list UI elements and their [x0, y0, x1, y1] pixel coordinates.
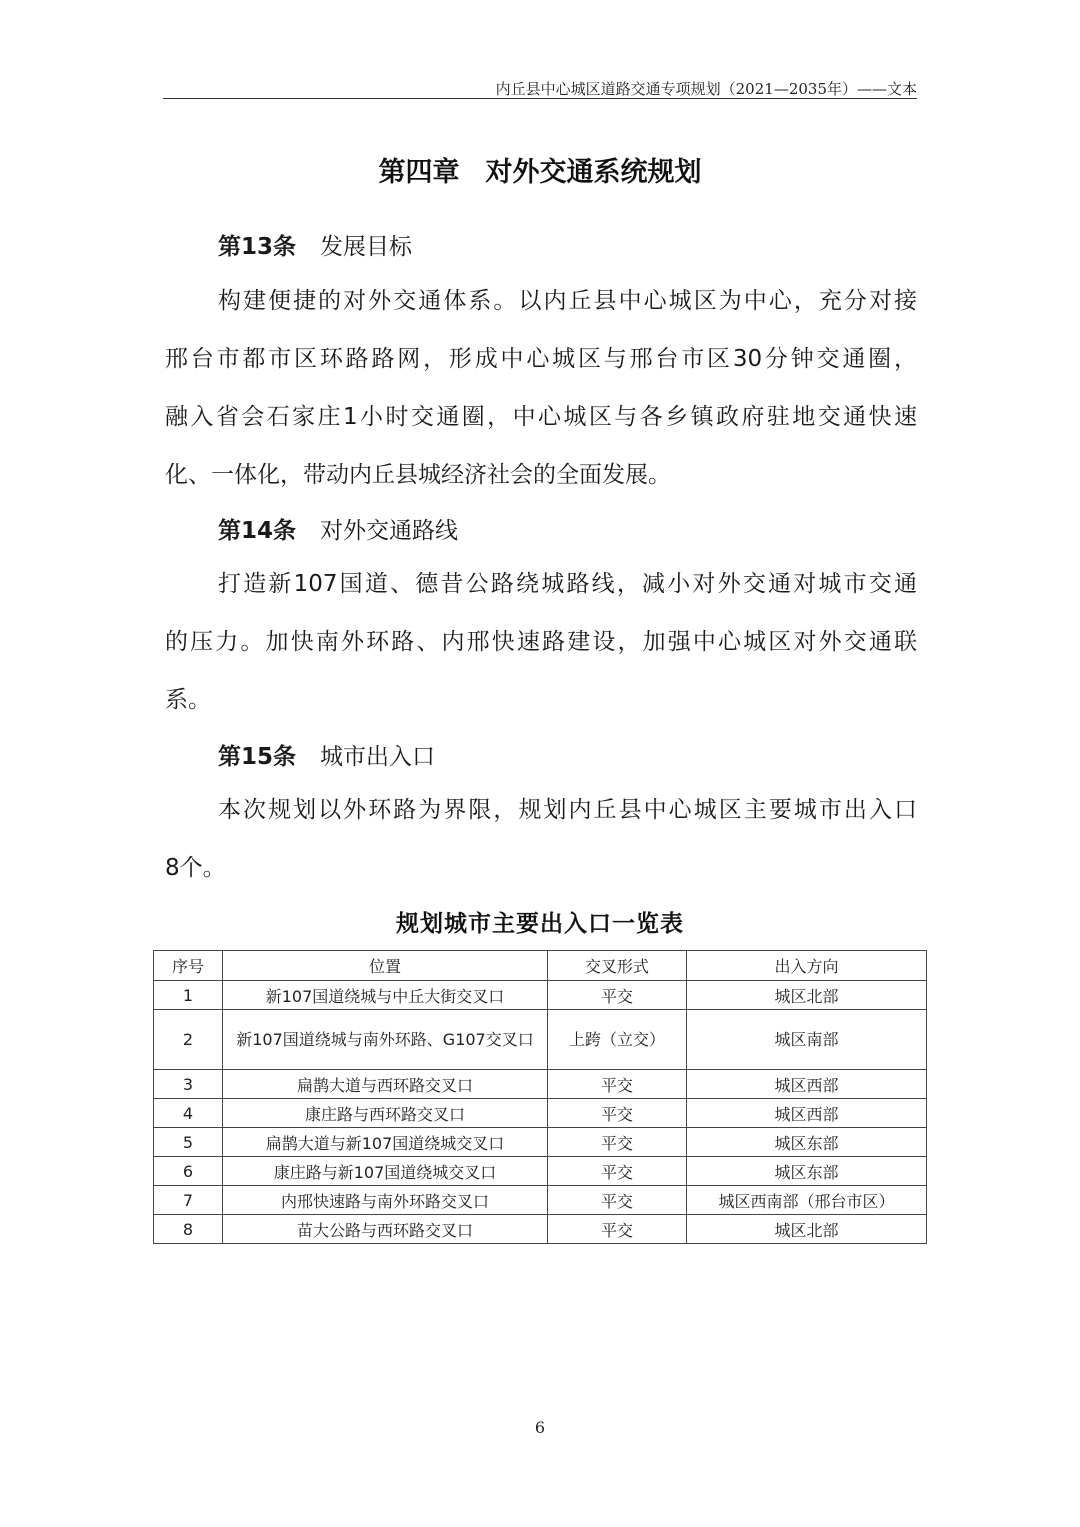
cell-type: 平交 [548, 1157, 687, 1186]
table-row [154, 1070, 927, 1099]
header-type: 交叉形式 [548, 951, 687, 981]
article-number: 第13条 [218, 234, 297, 260]
cell-type: 平交 [548, 981, 687, 1010]
header-seq: 序号 [154, 951, 223, 981]
header-direction: 出入方向 [687, 951, 927, 981]
article-heading-15 [218, 738, 435, 771]
cell-type: 平交 [548, 1186, 687, 1215]
paragraph-line: 8个。 [165, 855, 226, 881]
table-row [154, 1010, 927, 1070]
cell-location: 扁鹊大道与西环路交叉口 [223, 1070, 548, 1099]
article-14-body [165, 555, 917, 729]
table-row [154, 1128, 927, 1157]
paragraph-line: 的压力。加快南外环路、内邢快速路建设，加强中心城区对外交通联 [165, 629, 917, 655]
table-header-row [154, 951, 927, 981]
table-row [154, 1186, 927, 1215]
cell-seq: 4 [154, 1099, 223, 1128]
cell-location: 扁鹊大道与新107国道绕城交叉口 [223, 1128, 548, 1157]
cell-seq: 1 [154, 981, 223, 1010]
cell-location: 新107国道绕城与南外环路、G107交叉口 [223, 1010, 548, 1070]
cell-direction: 城区西部 [687, 1099, 927, 1128]
cell-seq: 6 [154, 1157, 223, 1186]
cell-direction: 城区南部 [687, 1010, 927, 1070]
header-divider [163, 98, 917, 99]
article-title: 发展目标 [320, 234, 413, 260]
cell-type: 上跨（立交） [548, 1010, 687, 1070]
article-number: 第15条 [218, 744, 297, 770]
cell-seq: 5 [154, 1128, 223, 1157]
cell-direction: 城区北部 [687, 1215, 927, 1244]
table-title: 规划城市主要出入口一览表 [396, 910, 684, 937]
table-row [154, 1099, 927, 1128]
page-number: 6 [534, 1418, 546, 1437]
cell-location: 康庄路与西环路交叉口 [223, 1099, 548, 1128]
chapter-number: 第四章 [378, 157, 460, 188]
cell-seq: 2 [154, 1010, 223, 1070]
paragraph-line: 打造新107国道、德昔公路绕城路线，减小对外交通对城市交通 [218, 571, 917, 597]
cell-seq: 7 [154, 1186, 223, 1215]
table-row [154, 1157, 927, 1186]
cell-location: 苗大公路与西环路交叉口 [223, 1215, 548, 1244]
running-header: 内丘县中心城区道路交通专项规划（2021—2035年）——文本 [495, 80, 917, 98]
paragraph-line: 邢台市都市区环路路网，形成中心城区与邢台市区30分钟交通圈， [165, 346, 917, 372]
article-title: 城市出入口 [320, 744, 436, 770]
cell-location: 康庄路与新107国道绕城交叉口 [223, 1157, 548, 1186]
article-heading-14 [218, 512, 458, 545]
cell-direction: 城区东部 [687, 1157, 927, 1186]
cell-direction: 城区东部 [687, 1128, 927, 1157]
chapter-name: 对外交通系统规划 [485, 157, 702, 188]
chapter-title [0, 150, 1080, 189]
cell-location: 内邢快速路与南外环路交叉口 [223, 1186, 548, 1215]
cell-direction: 城区西南部（邢台市区） [687, 1186, 927, 1215]
cell-type: 平交 [548, 1070, 687, 1099]
entrances-table [153, 950, 927, 1244]
paragraph-line: 化、一体化，带动内丘县城经济社会的全面发展。 [165, 462, 671, 488]
article-13-body [165, 272, 917, 504]
paragraph-line: 系。 [165, 687, 211, 713]
paragraph-line: 本次规划以外环路为界限，规划内丘县中心城区主要城市出入口 [218, 797, 917, 823]
paragraph-line: 融入省会石家庄1小时交通圈，中心城区与各乡镇政府驻地交通快速 [165, 404, 917, 430]
cell-seq: 8 [154, 1215, 223, 1244]
article-heading-13 [218, 228, 412, 261]
cell-seq: 3 [154, 1070, 223, 1099]
article-title: 对外交通路线 [320, 518, 459, 544]
cell-direction: 城区北部 [687, 981, 927, 1010]
table-row [154, 1215, 927, 1244]
table-row [154, 981, 927, 1010]
header-location: 位置 [223, 951, 548, 981]
article-number: 第14条 [218, 518, 297, 544]
cell-type: 平交 [548, 1128, 687, 1157]
paragraph-line: 构建便捷的对外交通体系。以内丘县中心城区为中心，充分对接 [218, 288, 917, 314]
article-15-body [165, 781, 917, 897]
cell-location: 新107国道绕城与中丘大街交叉口 [223, 981, 548, 1010]
cell-direction: 城区西部 [687, 1070, 927, 1099]
cell-type: 平交 [548, 1099, 687, 1128]
cell-type: 平交 [548, 1215, 687, 1244]
